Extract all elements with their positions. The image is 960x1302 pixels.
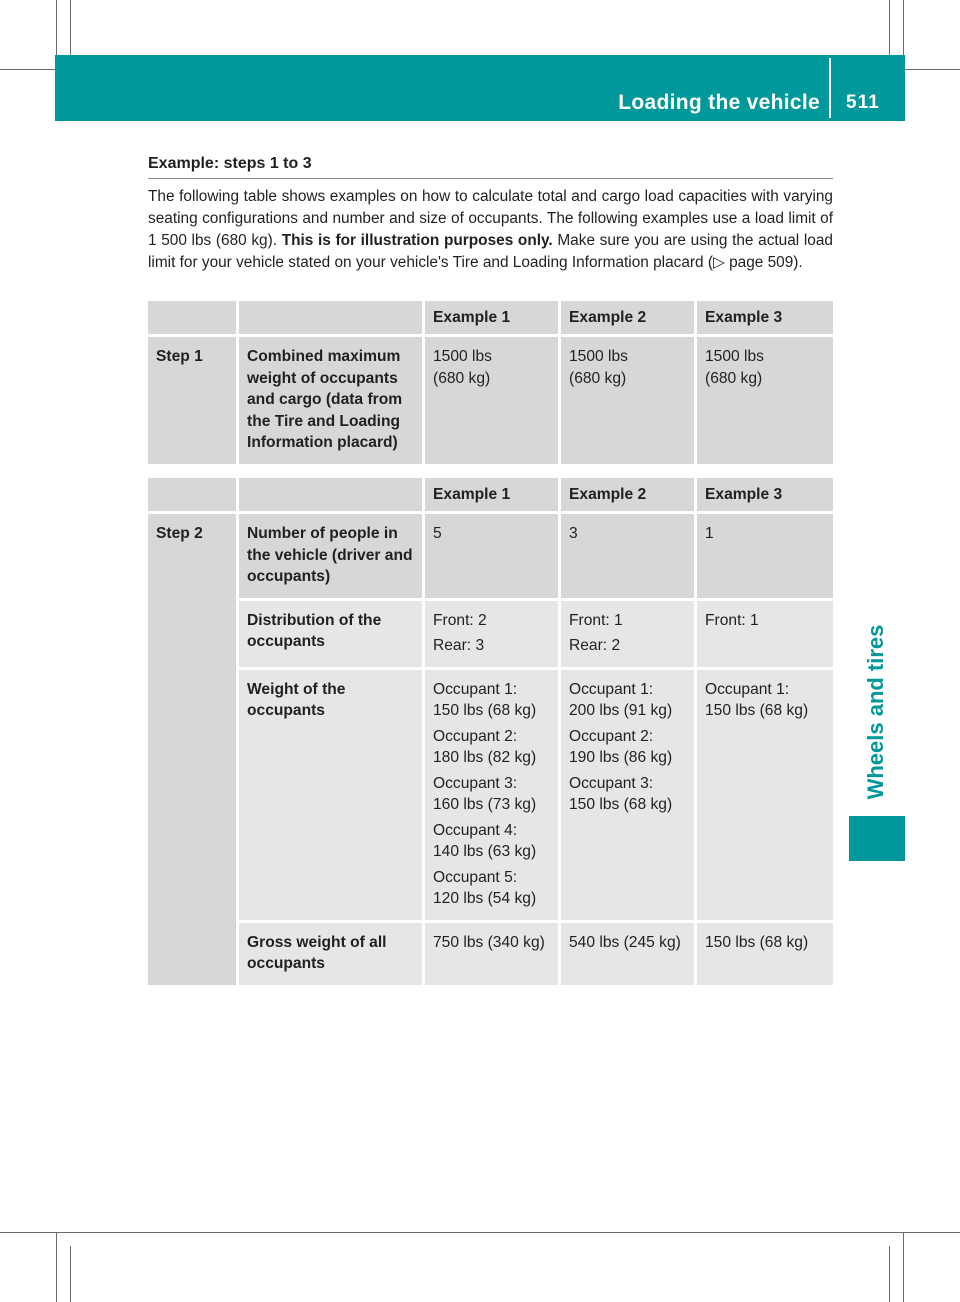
cell-line: Rear: 2 [569,637,621,654]
header-cell: Example 2 [561,301,694,334]
header-cell [148,478,236,511]
side-tab-label: Wheels and tires [863,624,888,800]
cell-line: Occupant 1: [569,680,654,698]
cell-line: Rear: 3 [433,637,485,654]
table-row [148,337,833,464]
cell-line: 160 lbs (73 kg) [433,796,537,813]
intro-bold-text: This is for illustration purposes only. [281,232,553,249]
row-label: Gross weight of all occupants [239,923,422,985]
table-row [148,514,833,598]
table-header-row [148,301,833,334]
cell-line: 1500 lbs [705,348,764,365]
row-label: Combined maximum weight of occupants and cargo (data from the Tire and Loading Information placard) [239,337,422,464]
cell-line: 120 lbs (54 kg) [433,890,537,907]
cell-line: Occupant 3: [433,774,518,792]
crop-mark [903,1232,904,1302]
cell-line: 1500 lbs [569,348,628,365]
table-cell [561,670,694,920]
table-cell: 750 lbs (340 kg) [425,923,558,985]
cell-line: 180 lbs (82 kg) [433,749,537,766]
table-cell: 3 [561,514,694,598]
cell-line: 1500 lbs [433,348,492,365]
table-cell: 150 lbs (68 kg) [697,923,833,985]
cell-line: Occupant 3: [569,774,654,792]
crop-mark [70,1246,71,1302]
row-label: Weight of the occupants [239,670,422,920]
header-cell: Example 3 [697,301,833,334]
table-cell: 540 lbs (245 kg) [561,923,694,985]
step-label: Step 1 [148,337,236,464]
intro-text: ). [793,254,803,271]
cell-line: 150 lbs (68 kg) [433,702,537,719]
table-cell [425,601,558,667]
table-row [148,670,833,920]
cell-line: Occupant 5: [433,868,518,886]
table-cell: 1 [697,514,833,598]
cell-line: Front: 1 [705,611,759,629]
table-cell [697,670,833,920]
table-cell [697,601,833,667]
cell-line: (680 kg) [433,369,491,387]
page-reference-link[interactable]: ▷ page 509 [712,254,794,271]
cell-line: 150 lbs (68 kg) [569,796,673,813]
table-cell [561,337,694,464]
section-heading: Example: steps 1 to 3 [148,153,833,179]
page-number: 511 [846,92,880,113]
intro-paragraph [148,186,833,274]
crop-mark [70,0,71,56]
header-cell [239,301,422,334]
cell-line: (680 kg) [705,369,763,387]
cell-line: Occupant 2: [569,727,654,745]
table-cell [425,670,558,920]
header-cell: Example 1 [425,301,558,334]
table-row [148,601,833,667]
header-cell: Example 2 [561,478,694,511]
header-title: Loading the vehicle [618,91,820,114]
side-tab-marker [849,816,905,861]
cell-line: 200 lbs (91 kg) [569,702,673,719]
header-cell [148,301,236,334]
header-cell: Example 1 [425,478,558,511]
cell-line: 140 lbs (63 kg) [433,843,537,860]
table-cell [561,601,694,667]
header-cell: Example 3 [697,478,833,511]
cell-line: Front: 2 [433,611,487,629]
row-label: Number of people in the vehicle (driver and occupants) [239,514,422,598]
cell-line: 190 lbs (86 kg) [569,749,673,766]
table-cell: 5 [425,514,558,598]
step-2-table [145,475,836,988]
row-label: Distribution of the occupants [239,601,422,667]
crop-mark [56,1232,57,1302]
table-cell [425,337,558,464]
intro-text: Make sure you are using the actual load limit for your vehicle stated on your vehicle's Tire and Loading Information placard ( [148,232,833,271]
cell-line: Occupant 1: [705,680,790,698]
step-1-table [145,298,836,467]
crop-mark [889,1246,890,1302]
table-row [148,923,833,985]
step-label: Step 2 [148,514,236,985]
crop-mark [0,1232,960,1233]
header-cell [239,478,422,511]
cell-line: Front: 1 [569,611,623,629]
table-cell [697,337,833,464]
cell-line: Occupant 2: [433,727,518,745]
cell-line: Occupant 4: [433,821,518,839]
cell-line: Occupant 1: [433,680,518,698]
table-header-row [148,478,833,511]
cell-line: (680 kg) [569,369,627,387]
crop-mark [889,0,890,56]
intro-text: The following table shows examples on how to calculate total and cargo load capacities with varying seating configurations and number and size of occupants. The following examples use a load limit of 1 500 lbs (680 kg). [148,188,833,249]
cell-line: 150 lbs (68 kg) [705,702,809,719]
header-divider [829,58,831,118]
